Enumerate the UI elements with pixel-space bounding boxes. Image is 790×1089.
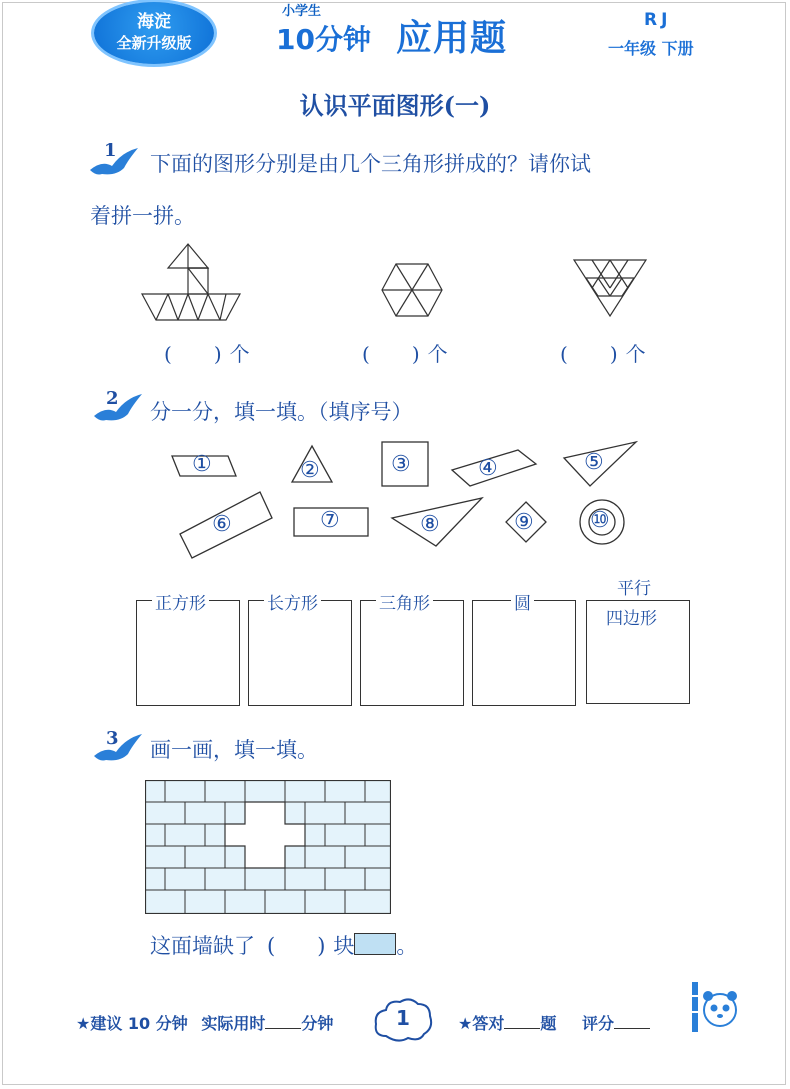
paren-open: ( [362,342,370,366]
q3-answer-unit: 块 [333,934,355,958]
paren-close: ) [411,342,420,366]
shape-label-10: ⑩ [590,508,610,533]
q1-answer-1[interactable] [164,338,250,367]
shape-label-6: ⑥ [212,512,232,537]
shape-label-7: ⑦ [320,508,340,533]
paren-close: ) [213,342,222,366]
minutes-label: 分钟 [301,1014,334,1033]
q3-answer[interactable] [150,930,417,960]
unit-label: 个 [427,342,448,366]
panda-bamboo-icon [688,980,740,1034]
category-label-parallel: 平行 [614,574,654,599]
paren-close: ) [609,342,618,366]
page-number: 1 [396,1006,410,1030]
shape-label-3: ③ [391,452,411,477]
category-label-quadrilateral: 四边形 [603,604,660,629]
title-minutes: 10分钟 [276,23,371,56]
shape-label-9: ⑨ [514,510,534,535]
actual-time-label: 实际用时 [201,1014,266,1033]
paren-open: ( [267,934,276,958]
score-blank[interactable] [614,1014,650,1029]
category-box-rectangle[interactable] [248,600,352,706]
q1-text-line1: 下面的图形分别是由几个三角形拼成的？请你试 [150,152,591,176]
lesson-title: 认识平面图形(一) [299,91,491,120]
category-label-circle: 圆 [511,589,534,614]
unit-label: 个 [625,342,646,366]
category-box-triangle[interactable] [360,600,464,706]
q2-text: 分一分，填一填。（填序号） [150,400,413,424]
category-label-triangle: 三角形 [376,589,433,614]
paren-open: ( [560,342,568,366]
q2-number: 2 [106,388,119,409]
unit-label: 个 [229,342,250,366]
edition-code: RJ [644,10,672,30]
shape-label-8: ⑧ [420,512,440,537]
suggested-time: ★建议 10 分钟 [76,1014,188,1033]
questions-label: 题 [540,1014,557,1033]
shape-label-2: ② [300,458,320,483]
q1-number: 1 [104,140,117,161]
paren-open: ( [164,342,172,366]
paren-close: ) [317,934,326,958]
actual-time-blank[interactable] [265,1014,301,1029]
q3-answer-prefix: 这面墙缺了 [150,934,255,958]
inverted-triangle-figure [572,258,648,318]
q1-answer-3[interactable] [560,338,646,367]
series-label: 小学生 [282,4,322,19]
brick-icon [354,933,396,955]
grade-label: 一年级 下册 [608,39,694,58]
correct-label: ★答对 [458,1014,505,1033]
category-label-square: 正方形 [152,589,209,614]
q3-text: 画一画，填一填。 [150,738,318,762]
shape-label-1: ① [192,452,212,477]
book-title: 应用题 [396,18,508,59]
hexagon-figure [380,262,444,318]
brick-wall [145,780,391,914]
q3-number: 3 [106,728,119,749]
house-figure [140,240,244,324]
edition-badge [94,2,214,64]
q1-answer-2[interactable] [362,338,448,367]
category-box-circle[interactable] [472,600,576,706]
score-label: 评分 [581,1014,614,1033]
footer-right [458,1011,650,1034]
q1-text-line2: 着拼一拼。 [90,204,195,228]
q3-answer-end: 。 [396,934,418,958]
category-box-square[interactable] [136,600,240,706]
shape-label-5: ⑤ [584,450,604,475]
shape-label-4: ④ [478,456,498,481]
category-label-rectangle: 长方形 [264,589,321,614]
badge-line1: 海淀 [137,12,171,32]
footer-left [76,1011,333,1034]
correct-blank[interactable] [504,1014,540,1029]
badge-line2: 全新升级版 [116,34,192,52]
